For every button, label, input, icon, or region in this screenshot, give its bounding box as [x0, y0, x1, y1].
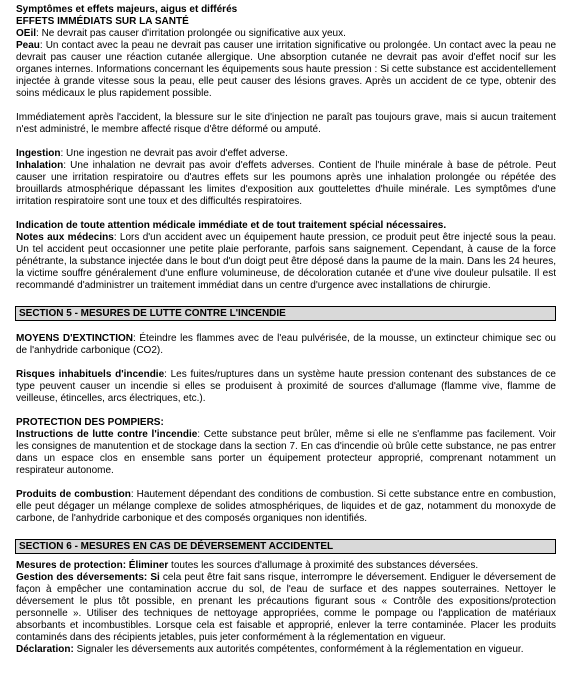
skin-text: : Un contact avec la peau ne devrait pas causer une irritation significative ou prolongée. Un contact avec la peau ne devrait pas causer une réaction cutanée allergique. Une absorption cutanée ne devrait pas avoir d'effet nocif sur les organes internes. Informations concernant les équipements sous haute pression : Si cette substance est accidentellement injectée à grande vitesse sous la peau, elle peut causer des lésions graves. Après un accident de ce type, obtenir des soins médicaux le plus rapidement possible.: [16, 40, 556, 99]
ingestion-label: Ingestion: [16, 148, 61, 159]
combustion-products-text: : Hautement dépendant des conditions de combustion. Si cette substance entre en combustion, elle peut dégager un mélange complexe de solides atmosphériques, de liquides et de gaz, notamment du monoxyde de carbone, de l'anhydride carbonique et des composés organiques non identifiés.: [16, 489, 556, 524]
eye-label: OEil: [16, 28, 37, 39]
protection-measures-bold: Éliminer: [126, 560, 169, 571]
eye-paragraph: [16, 28, 556, 40]
declaration-label: Déclaration:: [16, 644, 74, 655]
firefighting-instructions-label: Instructions de lutte contre l'incendie: [16, 429, 198, 440]
extinction-paragraph: [16, 333, 556, 357]
skin-label: Peau: [16, 40, 40, 51]
protection-measures-label: Mesures de protection:: [16, 560, 127, 571]
protection-measures-text: toutes les sources d'allumage à proximité des substances déversées.: [168, 560, 479, 571]
protection-measures-paragraph: [16, 560, 556, 572]
spill-management-bold: Si: [147, 572, 160, 583]
fire-risks-text: : Les fuites/ruptures dans un système haute pression contenant des substances de ce type peuvent causer un incendie si elles se produisent à proximité de sources d'allumage (flamme vive, flamme de veilleuse, étincelles, arcs électriques, etc.).: [16, 369, 556, 404]
eye-text: : Ne devrait pas causer d'irritation prolongée ou significative aux yeux.: [36, 28, 346, 39]
declaration-paragraph: [16, 644, 556, 656]
spill-management-text: cela peut être fait sans risque, interrompre le déversement. Endiguer le déversement de façon à empêcher une contamination accrue du sol, de l'eau de surface et des nappes souterraines. Nettoyer le déversement le plus tôt possible, en prenant les précautions figurant sous « Contrôle des expositions/protection personnelle ». Utiliser des techniques de nettoyage appropriées, comme le pompage ou l'application de matériaux absorbants et incombustibles. Lorsque cela est faisable et approprié, enlever la terre contaminée. Placer les produits contaminés dans des récipients jetables, puis jeter conformément à la réglementation en vigueur.: [16, 572, 556, 643]
declaration-text: Signaler les déversements aux autorités compétentes, conformément à la réglementation en vigueur.: [73, 644, 524, 655]
firefighter-protection-heading: PROTECTION DES POMPIERS:: [16, 417, 164, 428]
spill-management-paragraph: [16, 572, 556, 644]
symptoms-heading: Symptômes et effets majeurs, aigus et différés: [16, 4, 238, 15]
physician-notes-text: : Lors d'un accident avec un équipement haute pression, ce produit peut être injecté sous la peau. Un tel accident peut occasionner une petite plaie perforante, parfois sans saignement. Cependant, à cause de la force pénétrante, la substance injectée dans le bout d'un doigt peut être déposé dans la paume de la main. Dans les 24 heures, la victime souffre généralement d'une enflure volumineuse, de décoloration cutanée et d'une vive douleur pulsatile. Il est recommandé d'administrer un traitement immédiat dans un centre d'urgence avec installations de chirurgie.: [16, 232, 556, 291]
inhalation-paragraph: [16, 160, 556, 208]
spill-management-label: Gestion des déversements:: [16, 572, 148, 583]
inhalation-text: : Une inhalation ne devrait pas avoir d'effets adverses. Contient de l'huile minérale à base de pétrole. Peut causer une irritation respiratoire ou d'autres effets sur les poumons après une inhalation prolongée ou répétée des brouillards atmosphérique dépassant les limites d'exposition aux gouttelettes d'huile minérale. Les symptômes d'une irritation respiratoire sont une toux et des difficultés respiratoires.: [16, 160, 556, 207]
immediate-effects-heading: EFFETS IMMÉDIATS SUR LA SANTÉ: [16, 16, 189, 27]
extinction-text: : Éteindre les flammes avec de l'eau pulvérisée, de la mousse, un extincteur chimique sec ou de l'anhydride carbonique (CO2).: [16, 333, 556, 356]
physician-notes-paragraph: [16, 232, 556, 292]
firefighting-instructions-paragraph: [16, 429, 556, 477]
fire-risks-paragraph: [16, 369, 556, 405]
section-6-header: SECTION 6 - MESURES EN CAS DE DÉVERSEMENT ACCIDENTEL: [15, 539, 556, 554]
ingestion-paragraph: [16, 148, 556, 160]
injection-paragraph: Immédiatement après l'accident, la blessure sur le site d'injection ne paraît pas toujours grave, mais si aucun traitement n'est administré, le membre affecté risque d'être déformé ou amputé.: [16, 112, 556, 135]
inhalation-label: Inhalation: [16, 160, 64, 171]
medical-indication-heading: Indication de toute attention médicale immédiate et de tout traitement spécial nécessaires.: [16, 220, 447, 231]
extinction-label: MOYENS D'EXTINCTION: [16, 333, 134, 344]
section-5-header: SECTION 5 - MESURES DE LUTTE CONTRE L'INCENDIE: [15, 306, 556, 321]
firefighting-instructions-text: : Cette substance peut brûler, même si elle ne s'enflamme pas facilement. Voir les consignes de manutention et de stockage dans la section 7. En cas d'incendie où brûle cette substance, ne pas entrer dans un espace clos en ensemble sans porter un équipement protecteur approprié, comprenant notamment un respirateur autonome.: [16, 429, 556, 476]
ingestion-text: : Une ingestion ne devrait pas avoir d'effet adverse.: [60, 148, 288, 159]
physician-notes-label: Notes aux médecins: [16, 232, 114, 243]
skin-paragraph: [16, 40, 556, 100]
combustion-products-label: Produits de combustion: [16, 489, 131, 500]
fire-risks-label: Risques inhabituels d'incendie: [16, 369, 165, 380]
combustion-products-paragraph: [16, 489, 556, 525]
sds-page: [16, 4, 556, 656]
